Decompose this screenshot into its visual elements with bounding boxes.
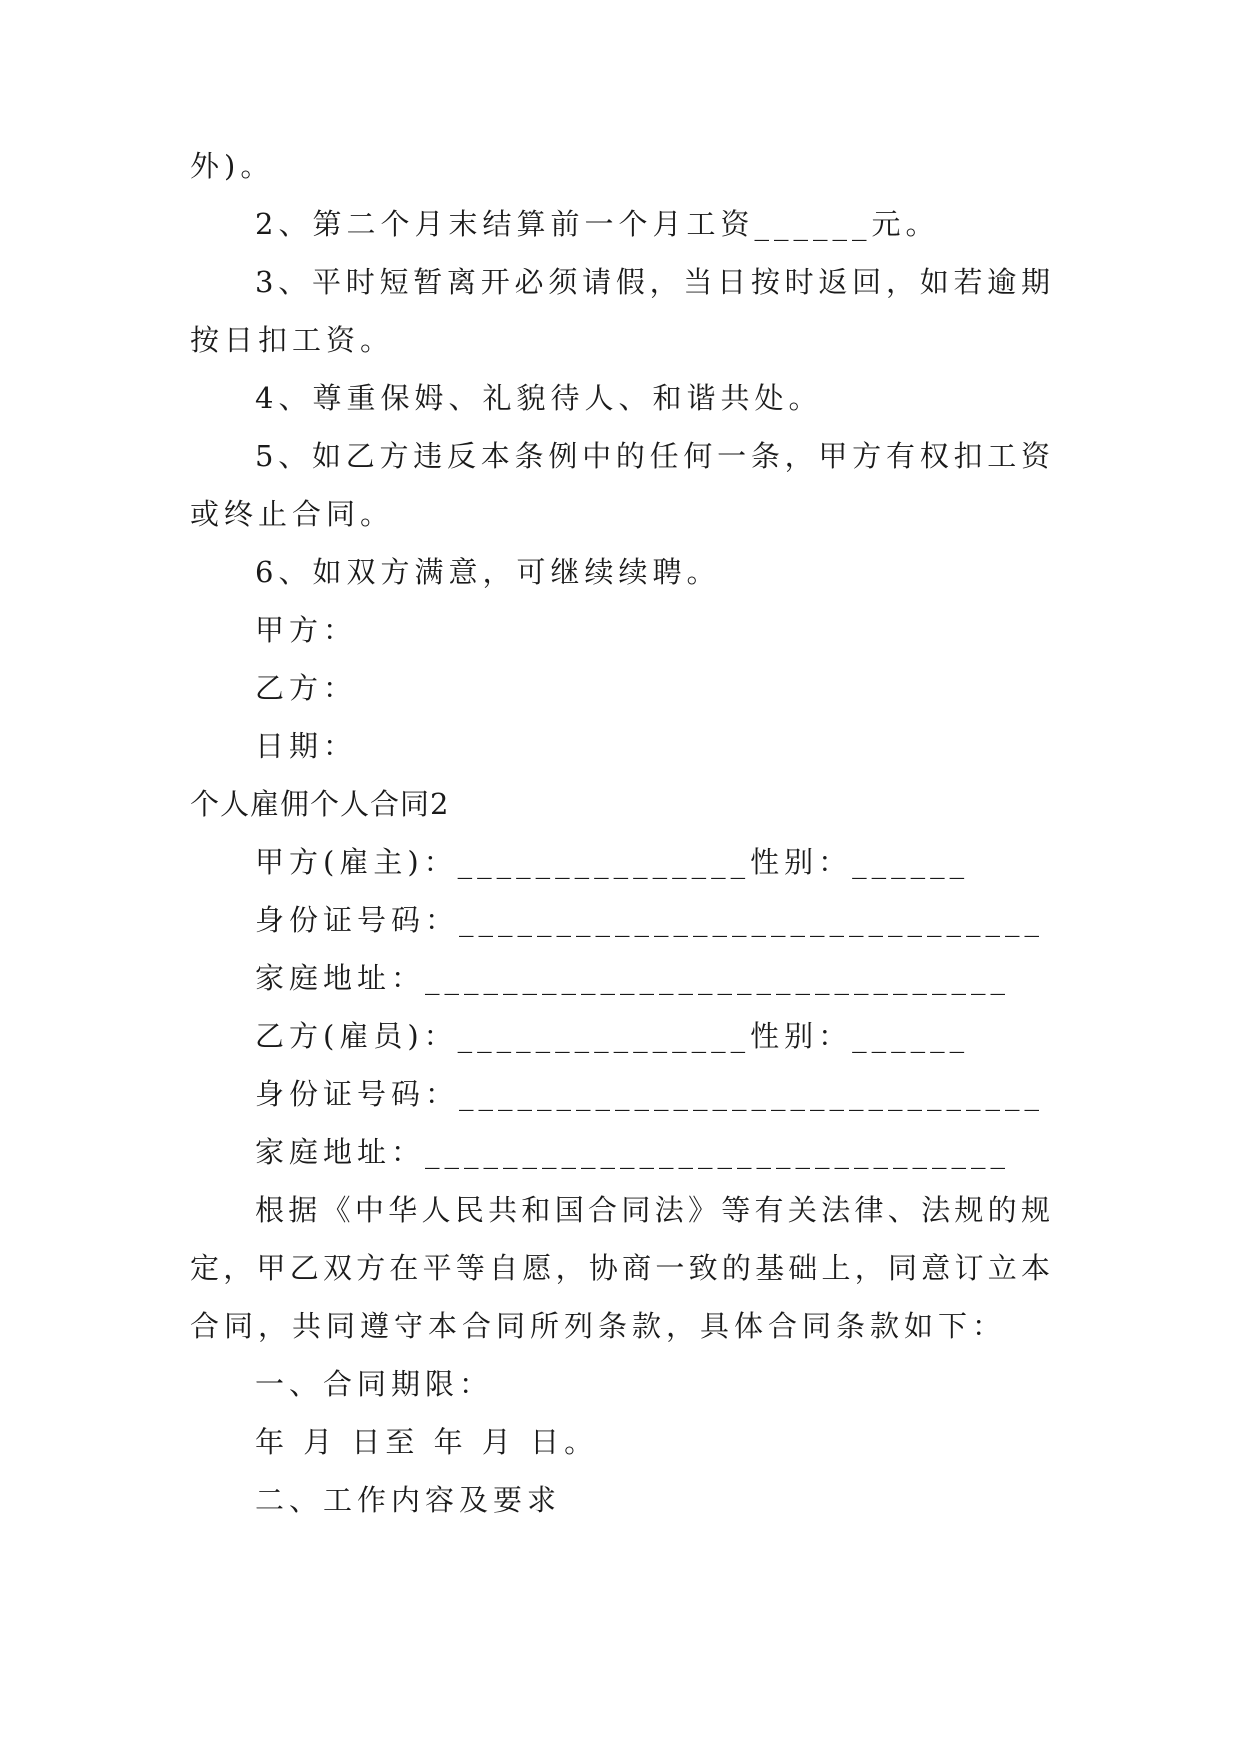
text-line: 4、尊重保姆、礼貌待人、和谐共处。 [255,381,823,415]
text-line: 根据《中华人民共和国合同法》等有关法律、法规的规 [255,1193,1052,1227]
form-line: 家庭地址：______________________________ [255,1135,1011,1169]
text-line: 2、第二个月末结算前一个月工资______元。 [255,207,940,241]
section-title: 个人雇佣个人合同2 [190,787,450,821]
form-line: 家庭地址：______________________________ [255,961,1011,995]
form-line: 乙方(雇员)：_______________性别：______ [255,1019,970,1053]
form-line: 身份证号码：______________________________ [255,903,1045,937]
text-line: 外)。 [190,149,275,183]
text-line: 按日扣工资。 [190,323,395,357]
text-line: 二、工作内容及要求 [255,1483,562,1517]
text-line: 日期： [255,729,358,763]
form-line: 身份证号码：______________________________ [255,1077,1045,1111]
text-line: 甲方： [255,613,358,647]
text-line: 3、平时短暂离开必须请假，当日按时返回，如若逾期 [255,265,1052,299]
text-line: 乙方： [255,671,358,705]
text-line: 或终止合同。 [190,497,395,531]
text-line: 定，甲乙双方在平等自愿，协商一致的基础上，同意订立本 [190,1251,1052,1285]
text-line: 合同，共同遵守本合同所列条款，具体合同条款如下： [190,1309,1007,1343]
text-line: 一、合同期限： [255,1367,494,1401]
text-line: 6、如双方满意，可继续续聘。 [255,555,721,589]
text-line: 5、如乙方违反本条例中的任何一条，甲方有权扣工资 [255,439,1052,473]
text-line: 年 月 日至 年 月 日。 [255,1425,599,1459]
form-line: 甲方(雇主)：_______________性别：______ [255,845,970,879]
